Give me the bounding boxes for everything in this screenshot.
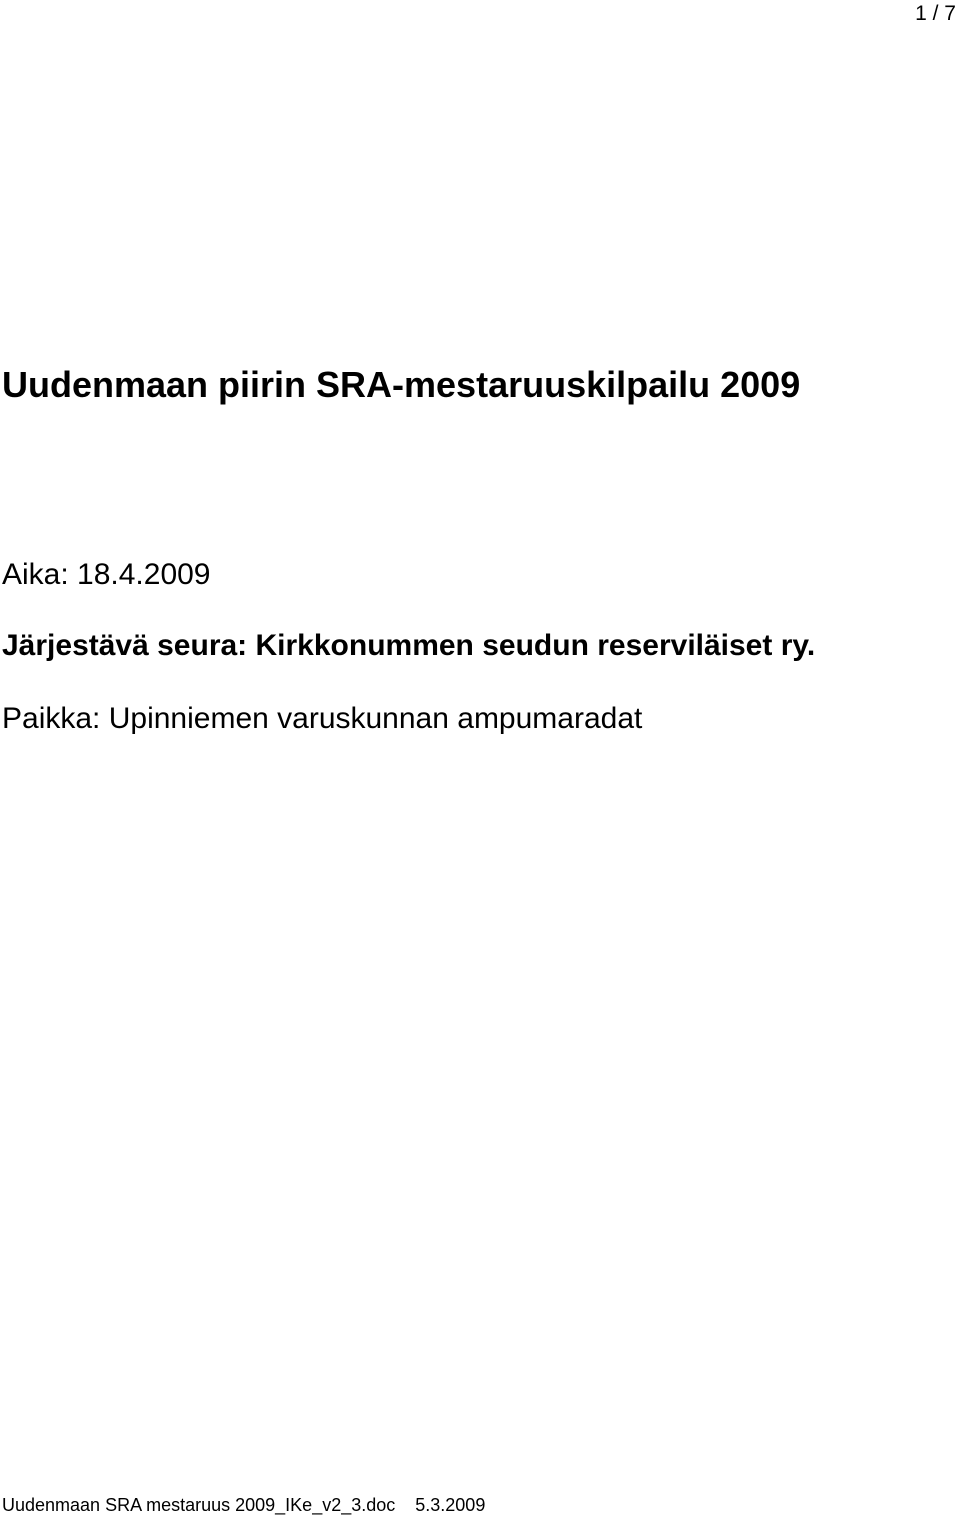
event-place: Paikka: Upinniemen varuskunnan ampumaradat	[2, 702, 643, 735]
page-number: 1 / 7	[915, 2, 956, 25]
footer-filename: Uudenmaan SRA mestaruus 2009_IKe_v2_3.doc	[2, 1495, 396, 1515]
document-title: Uudenmaan piirin SRA-mestaruuskilpailu 2009	[2, 364, 801, 405]
footer-date: 5.3.2009	[415, 1495, 486, 1515]
event-time: Aika: 18.4.2009	[2, 558, 211, 591]
event-organizer: Järjestävä seura: Kirkkonummen seudun reserviläiset ry.	[2, 629, 816, 662]
page-footer	[2, 1494, 485, 1516]
